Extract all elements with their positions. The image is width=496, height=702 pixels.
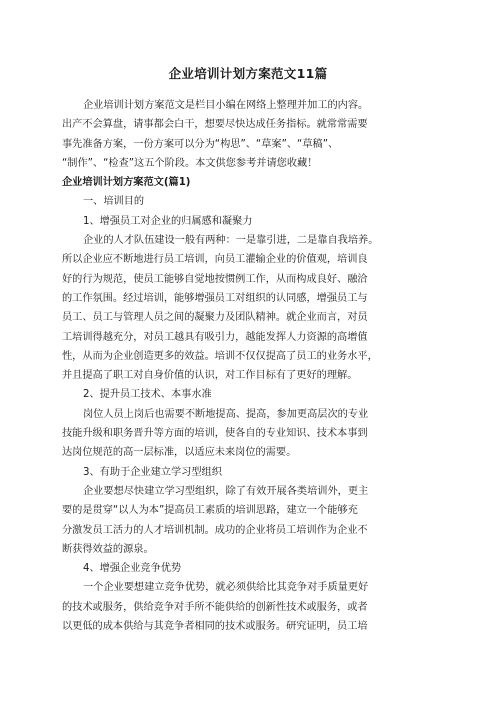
text-line: 以更低的成本供给与其竞争者相同的技术或服务。研究证明，员工培	[62, 621, 368, 633]
text-line: 技能升级和职务晋升等方面的培训，使各自的专业知识、技术本事到	[62, 428, 368, 440]
text-line: 断获得效益的源泉。	[62, 543, 154, 555]
text-line: 性，从而为企业创造更多的效益。培训不仅仅提高了员工的业务水平，	[62, 350, 378, 362]
text-line: 分激发员工活力的人才培训机制。成功的企业将员工培训作为企业不	[62, 524, 368, 536]
text-line: “制作”、“检查”这五个阶段。本文供您参考并请您收藏！	[62, 157, 318, 169]
text-line: 一、培训目的	[83, 196, 145, 208]
text-line: 一个企业要想建立竞争优势，就必须供给比其竞争对手质量更好	[83, 582, 369, 594]
text-line: 达岗位规范的高一层标准，以适应未来岗位的需要。	[62, 447, 297, 459]
text-line: 2、提升员工技术、本事水准	[83, 389, 212, 401]
document-title: 企业培训计划方案范文11篇	[168, 66, 328, 81]
text-line: 要的是贯穿“以人为本”提高员工素质的培训思路，建立一个能够充	[62, 505, 358, 517]
section-heading: 企业培训计划方案范文(篇1)	[62, 177, 191, 189]
text-line: 企业培训计划方案范文是栏目小编在网络上整理并加工的内容。	[83, 100, 369, 111]
text-line: 的工作氛围。经过培训，能够增强员工对组织的认同感，增强员工与	[62, 292, 368, 304]
text-line: 好的行为规范，使员工能够自觉地按惯例工作，从而构成良好、融洽	[62, 273, 368, 285]
text-line: 3、有助于企业建立学习型组织	[83, 466, 222, 478]
text-line: 4、增强企业竞争优势	[83, 563, 182, 575]
text-line: 岗位人员上岗后也需要不断地提高、提高，参加更高层次的专业	[83, 408, 369, 420]
text-line: 的技术或服务，供给竞争对手所不能供给的创新性技术或服务，或者	[62, 601, 368, 613]
text-line: 事先准备方案，一份方案可以分为“构思”、“草案”、“草稿”、	[62, 138, 339, 150]
document-body	[62, 96, 438, 636]
text-line: 企业要想尽快建立学习型组织，除了有效开展各类培训外，更主	[83, 485, 369, 497]
text-line: 并且提高了职工对自身价值的认识，对工作目标有了更好的理解。	[62, 370, 358, 382]
text-line: 企业的人才队伍建设一般有两种：一是靠引进，二是靠自我培养。	[83, 235, 379, 247]
text-line: 工培训得越充分，对员工越具有吸引力，越能发挥人力资源的高增值	[62, 331, 368, 343]
text-line: 1、增强员工对企业的归属感和凝聚力	[83, 215, 253, 227]
text-line: 出产不会算盘，请事都会白干，想要尽快达成任务指标。就常常需要	[62, 119, 368, 131]
text-line: 员工、员工与管理人员之间的凝聚力及团队精神。就企业而言，对员	[62, 312, 368, 324]
text-line: 所以企业应不断地进行员工培训，向员工灌输企业的价值观，培训良	[62, 254, 368, 266]
